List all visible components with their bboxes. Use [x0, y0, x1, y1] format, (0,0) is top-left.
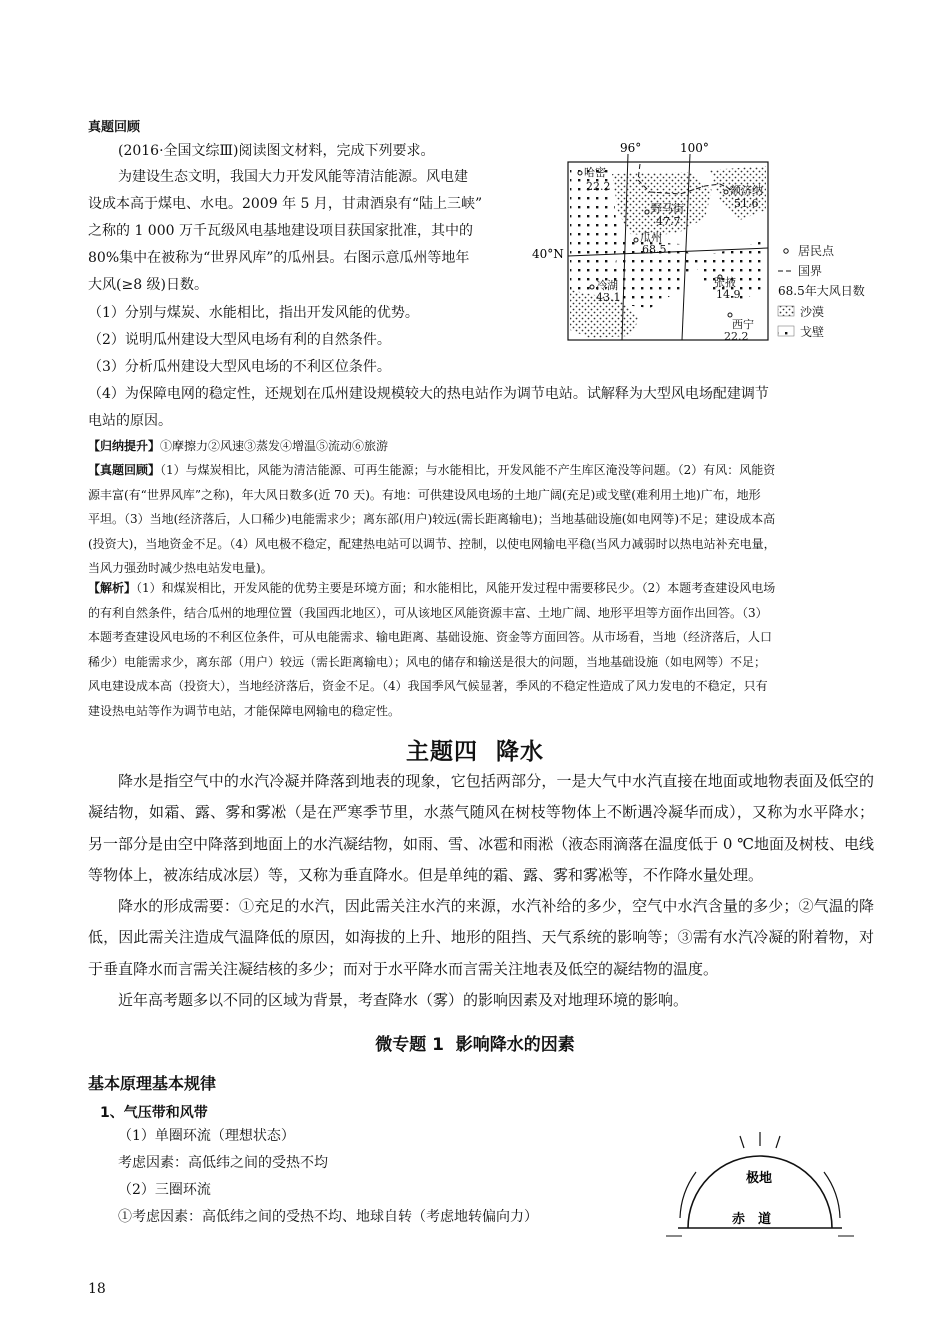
topic-paragraph: 降水是指空气中的水汽冷凝并降落到地表的现象，它包括两部分，一是大气中水汽直接在地面或地物表面及低空的凝结物，如霜、露、雾和雾凇（是在严寒季节里，水蒸气随风在树枝等物体上不断遇冷凝华而成），又称为水平降水；另一部分是由空中降落到地面上的水汽凝结物，如雨、雪、冰雹和雨淞（液态雨滴落在温度低于 0 ℃地面及树枝、电线等物体上，被冻结成冰层）等，又称为垂直降水。但是单纯的霜、露、雾和雾凇等，不作降水量处理。 [88, 772, 874, 884]
settlement-dot [724, 190, 728, 194]
legend-label: 68.5年大风日数 [778, 284, 865, 298]
place-value: 22.2 [586, 180, 611, 193]
lon-label-100: 100° [680, 141, 709, 155]
micro-title: 微专题 1 影响降水的因素 [375, 1035, 575, 1055]
place-name: 野马街 [651, 202, 684, 215]
material-line: 为建设生态文明，我国大力开发风能等清洁能源。风电建 [118, 169, 468, 185]
analysis-line: （1）和煤炭相比，开发风能的优势主要是环境方面；和水能相比，风能开发过程中需要移民少。（2）本题考查建设风电场 [136, 581, 776, 595]
topic-title: 主题四 降水 [405, 739, 544, 765]
micro-line: ①考虑因素：高低纬之间的受热不均、地球自转（考虑地转偏向力） [118, 1209, 538, 1225]
question-3: （3）分析瓜州建设大型风电场的不利区位条件。 [88, 359, 391, 375]
material-line: 大风(≥8 级)日数。 [88, 277, 209, 293]
answer-block [88, 458, 878, 581]
place-value: 47.7 [656, 215, 681, 228]
answer-line: 平坦。（3）当地(经济落后，人口稀少)电能需求少；离东部(用户)较远(需长距离输电)；当地基础设施(如电网等)不足；建设成本高 [88, 512, 776, 527]
legend-desert-swatch [778, 306, 794, 316]
summary-line [88, 434, 388, 459]
pole-tick [740, 1136, 744, 1148]
circulation-arc-right [824, 1172, 840, 1218]
map-legend [778, 243, 865, 339]
question-2: （2）说明瓜州建设大型风电场有利的自然条件。 [88, 332, 391, 348]
place-name: 冷湖 [596, 279, 618, 292]
legend-label: 戈壁 [800, 325, 825, 339]
analysis-block [88, 576, 878, 724]
material-line: 设成本高于煤电、水电。2009 年 5 月，甘肃酒泉有“陆上三峡” [88, 196, 483, 212]
place-name: 哈密 [584, 166, 606, 179]
legend-gobi-swatch [778, 326, 794, 336]
summary-text: ①摩擦力②风速③蒸发④增温⑤流动⑥旅游 [160, 439, 389, 453]
answer-line: （1）与煤炭相比，风能为清洁能源、可再生能源；与水能相比，开发风能不产生库区淹没等问题。（2）有风：风能资 [160, 463, 776, 477]
equator-label: 赤 道 [732, 1212, 772, 1227]
question-1: （1）分别与煤炭、水能相比，指出开发风能的优势。 [88, 305, 419, 321]
legend-label: 居民点 [798, 244, 835, 258]
micro-line: （1）单圈环流（理想状态） [118, 1128, 295, 1144]
topic-paragraph: 降水的形成需要：①充足的水汽，因此需关注水汽的来源，水汽补给的多少，空气中水汽含量的多少；②气温的降低，因此需关注造成气温降低的原因，如海拔的上升、地形的阻挡、天气系统的影响等；③需有水汽冷凝的附着物，对于垂直降水而言需关注凝结核的多少；而对于水平降水而言需关注地表及低空的凝结物的温度。 [88, 897, 874, 978]
legend-settlement-icon [784, 249, 788, 253]
pole-tick [776, 1136, 780, 1148]
place-name: 西宁 [732, 318, 754, 331]
legend-label: 沙漠 [800, 305, 825, 319]
basic-heading: 基本原理基本规律 [88, 1074, 217, 1093]
wind-days-map [530, 140, 870, 350]
analysis-line: 稀少）电能需求少，离东部（用户）较远（需长距离输电）；风电的储存和输送是很大的问题，当地基础设施（如电网等）不足； [88, 654, 767, 669]
place-value: 43.1 [596, 291, 621, 304]
answer-line: 源丰富(有“世界风库”之称)，年大风日数多(近 70 天)。有地：可供建设风电场的土地广阔(充足)或戈壁(难利用土地)广布，地形 [88, 487, 761, 502]
page-number: 18 [88, 1281, 106, 1297]
single-cell-diagram [660, 1128, 860, 1240]
micro-line: 考虑因素：高低纬之间的受热不均 [118, 1155, 328, 1171]
analysis-line: 的有利自然条件，结合瓜州的地理位置（我国西北地区），可从该地区风能资源丰富、土地广阔、地形平坦等方面作出回答。（3） [88, 605, 768, 620]
analysis-line: 建设热电站等作为调节电站，才能保障电网输电的稳定性。 [88, 703, 401, 718]
analysis-line: 本题考查建设风电场的不利区位条件，可从电能需求、输电距离、基础设施、资金等方面回答。从市场看，当地（经济落后，人口 [88, 630, 773, 645]
answer-line: (投资大)，当地资金不足。（4）风电极不稳定，配建热电站可以调节、控制，以使电网输电平稳(当风力减弱时以热电站补充电量， [88, 536, 776, 551]
place-value: 51.6 [734, 197, 759, 210]
place-name: 瓜州 [640, 231, 662, 244]
settlement-dot [728, 313, 732, 317]
lat-label-40n: 40°N [532, 247, 564, 261]
place-value: 14.9 [716, 288, 741, 301]
lon-label-96: 96° [620, 141, 642, 155]
answer-line: 当风力强劲时减少热电站发电量)。 [88, 561, 273, 576]
analysis-line: 风电建设成本高（投资大），当地经济落后，资金不足。（4）我国季风气候显著，季风的不稳定性造成了风力发电的不稳定，只有 [88, 679, 768, 694]
place-name: 额济纳 [730, 184, 763, 197]
place-value: 68.5 [642, 243, 667, 256]
settlement-dot [645, 210, 649, 214]
settlement-dot [590, 285, 594, 289]
micro-lines [118, 1123, 678, 1231]
analysis-tag: 【解析】 [88, 581, 137, 595]
micro-line: （2）三圈环流 [118, 1182, 211, 1198]
topic-body [88, 766, 874, 1016]
settlement-dot [634, 238, 638, 242]
material-line: 80%集中在被称为“世界风库”的瓜州县。右图示意瓜州等地年 [88, 250, 470, 266]
pole-label: 极地 [746, 1171, 773, 1186]
topic-paragraph: 近年高考题多以不同的区域为背景，考查降水（雾）的影响因素及对地理环境的影响。 [118, 991, 689, 1010]
settlement-dot [578, 171, 582, 175]
material-line: 之称的 1 000 万千瓦级风电基地建设项目获国家批准，其中的 [88, 223, 473, 239]
review-source: (2016·全国文综Ⅲ)阅读图文材料，完成下列要求。 [118, 143, 435, 159]
item1-heading: 1、气压带和风带 [100, 1105, 208, 1121]
review-material [88, 164, 528, 299]
question-4-cont: 电站的原因。 [88, 413, 172, 429]
legend-label: 国界 [798, 264, 823, 278]
circulation-arc-left [680, 1172, 696, 1218]
summary-tag: 【归纳提升】 [88, 439, 161, 453]
answer-tag: 【真题回顾】 [88, 463, 161, 477]
question-4: （4）为保障电网的稳定性，还规划在瓜州建设规模较大的热电站作为调节电站。试解释为大型风电场配建调节 [88, 386, 769, 402]
place-value: 22.2 [724, 330, 749, 343]
review-heading: 真题回顾 [88, 120, 141, 135]
place-name: 张掖 [714, 276, 736, 289]
